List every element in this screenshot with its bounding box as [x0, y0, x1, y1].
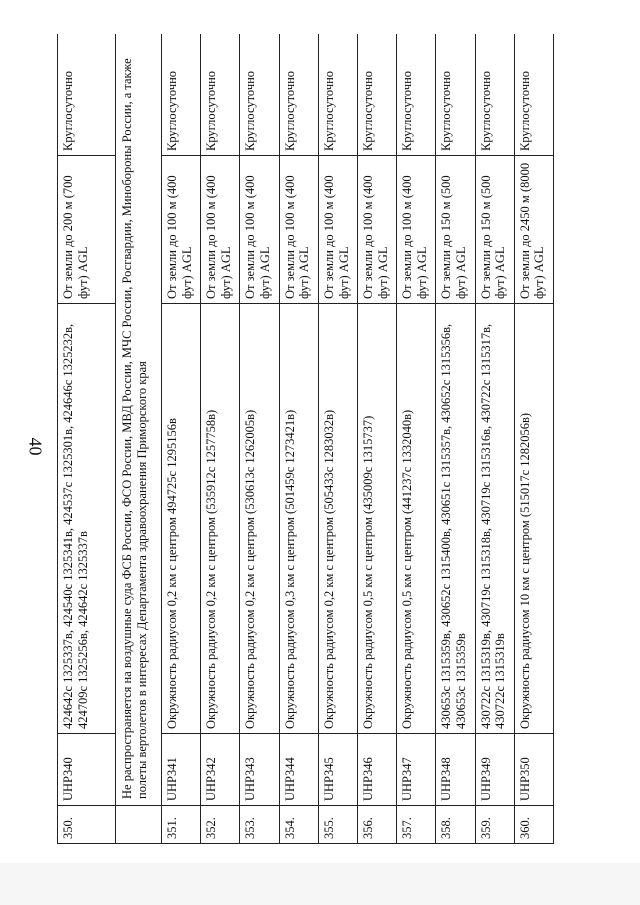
zone-area: Окружность радиусом 0,2 км с центром (535912с 1257758в) — [201, 304, 240, 734]
zone-area: Окружность радиусом 0,2 км с центром (505433с 1283032в) — [318, 304, 357, 734]
note-text: Не распространяется на воздушные суда ФСБ России, ФСО России, МВД России, МЧС России, Росгвардии, Минобороны России, а также полеты вертолетов в интересах Департамента здравоохранения Приморского края — [116, 34, 162, 806]
zone-code: UHP347 — [397, 734, 436, 806]
document-table-area — [57, 34, 554, 844]
zone-altitude: От земли до 100 м (400 фут) AGL — [201, 156, 240, 304]
zone-code: UHP344 — [279, 734, 318, 806]
table-row — [357, 34, 396, 844]
table-row — [240, 34, 279, 844]
zone-code: UHP342 — [201, 734, 240, 806]
zone-code: UHP349 — [475, 734, 514, 806]
zone-code: UHP350 — [514, 734, 553, 806]
zone-time: Круглосуточно — [318, 34, 357, 156]
zone-time: Круглосуточно — [436, 34, 475, 156]
table-row — [162, 34, 201, 844]
zone-altitude: От земли до 100 м (400 фут) AGL — [240, 156, 279, 304]
row-number: 351. — [162, 806, 201, 844]
scan-bottom-margin — [0, 863, 640, 905]
zone-time: Круглосуточно — [201, 34, 240, 156]
row-number: 360. — [514, 806, 553, 844]
zone-code: UHP346 — [357, 734, 396, 806]
zone-altitude: От земли до 100 м (400 фут) AGL — [162, 156, 201, 304]
zone-altitude: От земли до 100 м (400 фут) AGL — [318, 156, 357, 304]
zone-code: UHP343 — [240, 734, 279, 806]
table-row — [436, 34, 475, 844]
row-number: 353. — [240, 806, 279, 844]
zone-time: Круглосуточно — [162, 34, 201, 156]
zone-altitude: От земли до 150 м (500 фут) AGL — [475, 156, 514, 304]
zone-altitude: От земли до 100 м (400 фут) AGL — [397, 156, 436, 304]
zone-time: Круглосуточно — [58, 34, 116, 156]
zone-area: 430653с 1315359в, 430652с 1315400в, 430651с 1315357в, 430652с 1315356в, 430653с 1315359в — [436, 304, 475, 734]
zone-altitude: От земли до 100 м (400 фут) AGL — [357, 156, 396, 304]
table-row — [475, 34, 514, 844]
table-row — [279, 34, 318, 844]
row-number: 358. — [436, 806, 475, 844]
zone-time: Круглосуточно — [475, 34, 514, 156]
zone-code: UHP348 — [436, 734, 475, 806]
zone-area: Окружность радиусом 0,5 км с центром (441237с 1332040в) — [397, 304, 436, 734]
zone-code: UHP341 — [162, 734, 201, 806]
zone-time: Круглосуточно — [514, 34, 553, 156]
zone-altitude: От земли до 150 м (500 фут) AGL — [436, 156, 475, 304]
zone-altitude: От земли до 100 м (400 фут) AGL — [279, 156, 318, 304]
zone-code: UHP345 — [318, 734, 357, 806]
zone-time: Круглосуточно — [397, 34, 436, 156]
zone-code: UHP340 — [58, 734, 116, 806]
airspace-table — [57, 34, 554, 844]
row-number: 356. — [357, 806, 396, 844]
row-number: 350. — [58, 806, 116, 844]
table-row — [397, 34, 436, 844]
zone-area: 430722с 1315319в, 430719с 1315318в, 430719с 1315316в, 430722с 1315317в, 430722с 1315319в — [475, 304, 514, 734]
note-spacer — [116, 806, 162, 844]
note-row — [116, 34, 162, 844]
zone-area: Окружность радиусом 0,3 км с центром (501459с 1273421в) — [279, 304, 318, 734]
zone-altitude: От земли до 2450 м (8000 фут) AGL — [514, 156, 553, 304]
zone-area: Окружность радиусом 10 км с центром (515017с 1282056в) — [514, 304, 553, 734]
table-row — [201, 34, 240, 844]
zone-area: Окружность радиусом 0,2 км с центром (530613с 1262005в) — [240, 304, 279, 734]
page-number: 40 — [25, 437, 46, 456]
table-row — [514, 34, 553, 844]
row-number: 354. — [279, 806, 318, 844]
row-number: 355. — [318, 806, 357, 844]
row-number: 352. — [201, 806, 240, 844]
zone-time: Круглосуточно — [240, 34, 279, 156]
zone-time: Круглосуточно — [357, 34, 396, 156]
table-row — [318, 34, 357, 844]
row-number: 359. — [475, 806, 514, 844]
zone-area: Окружность радиусом 0,2 км с центром 494725с 1295156в — [162, 304, 201, 734]
zone-area: Окружность радиусом 0,5 км с центром (435009с 1315737) — [357, 304, 396, 734]
rotated-table-container — [57, 34, 554, 844]
row-number: 357. — [397, 806, 436, 844]
zone-time: Круглосуточно — [279, 34, 318, 156]
zone-altitude: От земли до 200 м (700 фут) AGL — [58, 156, 116, 304]
table-row — [58, 34, 116, 844]
zone-area: 424642с 1325337в, 424540с 1325341в, 424537с 1325301в, 424646с 1325232в, 424709с 1325256в, 424642с 1325337в — [58, 304, 116, 734]
